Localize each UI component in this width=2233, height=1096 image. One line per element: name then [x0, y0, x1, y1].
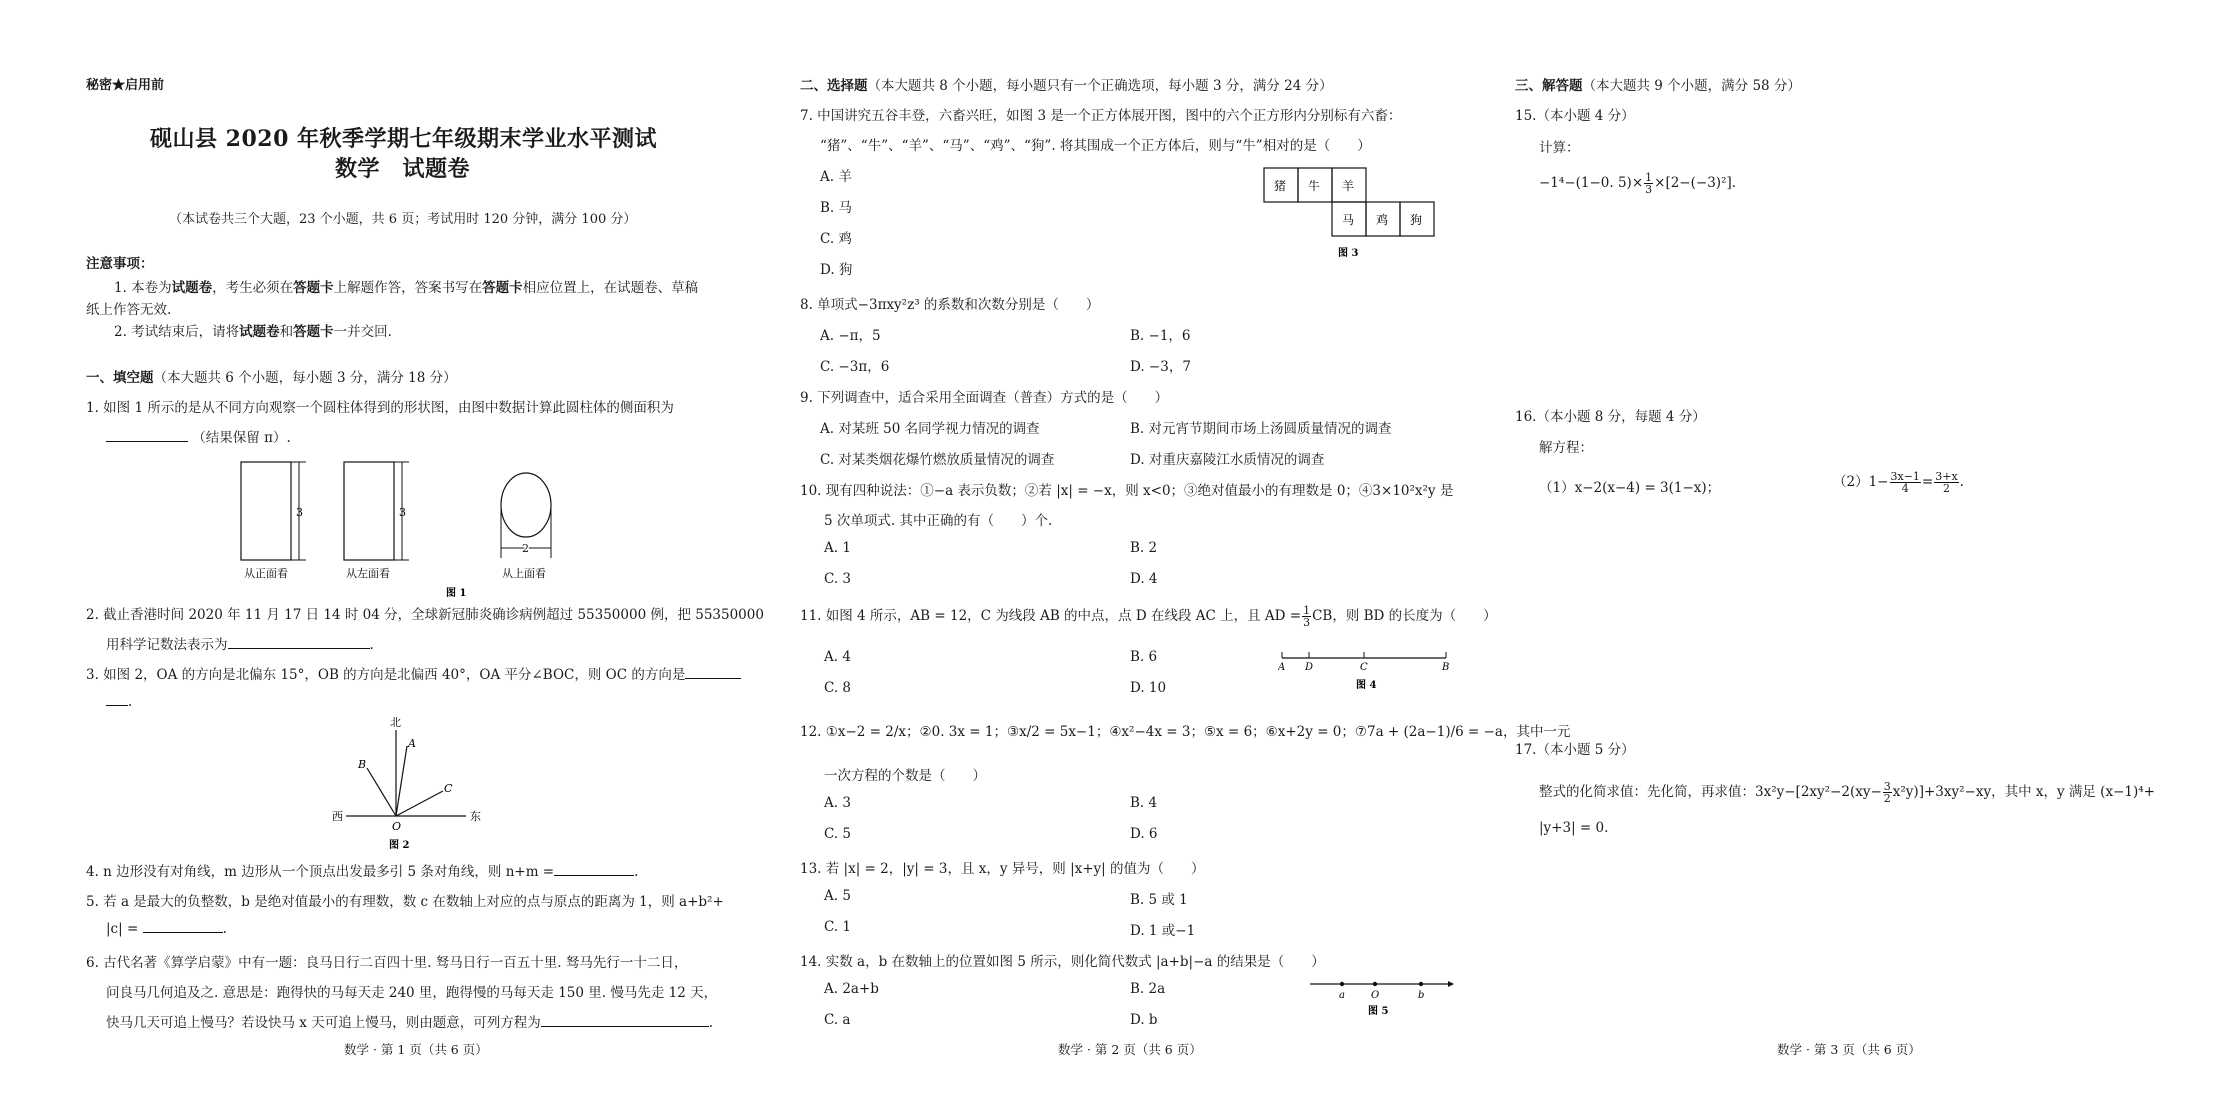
svg-text:3: 3	[296, 506, 303, 519]
answer-blank	[554, 863, 634, 876]
svg-text:C: C	[444, 782, 453, 795]
q14-option-c: C. a	[824, 1012, 851, 1028]
question-13: 13. 若 |x| = 2，|y| = 3，且 x，y 异号，则 |x+y| 的值为（ ）	[800, 861, 1205, 877]
exam-info: （本试卷共三个大题，23 个小题，共 6 页；考试用时 120 分钟，满分 100 分）	[169, 212, 637, 227]
exam-page-3	[1515, 0, 2215, 1096]
q10-option-a: A. 1	[824, 540, 851, 556]
svg-text:O: O	[1371, 990, 1380, 1001]
figure-4-segment	[1278, 646, 1458, 696]
question-5: 5. 若 a 是最大的负整数，b 是绝对值最小的有理数，数 c 在数轴上对应的点与原点的距离为 1，则 a+b²+	[86, 894, 724, 910]
q13-option-b: B. 5 或 1	[1130, 892, 1188, 908]
svg-text:猪: 猪	[1274, 179, 1287, 193]
q13-option-c: C. 1	[824, 919, 852, 935]
answer-blank	[685, 666, 741, 679]
svg-text:马: 马	[1342, 213, 1355, 227]
q7-option-a: A. 羊	[820, 169, 852, 185]
figure-2-compass	[316, 716, 516, 856]
answer-blank	[106, 429, 188, 442]
q7-option-c: C. 鸡	[820, 231, 852, 247]
question-10: 10. 现有四种说法：①−a 表示负数；②若 |x| = −x，则 x<0；③绝对值最小的有理数是 0；④3×10²x²y 是	[800, 483, 1454, 499]
svg-text:牛: 牛	[1308, 179, 1321, 193]
q10-option-b: B. 2	[1130, 540, 1158, 556]
question-8: 8. 单项式−3πxy²z³ 的系数和次数分别是（ ）	[800, 297, 1100, 313]
q7-option-b: B. 马	[820, 200, 853, 216]
svg-text:鸡: 鸡	[1376, 213, 1389, 227]
svg-text:A: A	[408, 737, 416, 750]
exam-title: 砚山县 2020 年秋季学期七年级期末学业水平测试	[150, 126, 658, 152]
q13-option-a: A. 5	[824, 888, 851, 904]
question-17-heading: 17.（本小题 5 分）	[1515, 742, 1635, 758]
svg-text:b: b	[1418, 990, 1425, 1001]
notice-item-1-cont: 纸上作答无效.	[86, 302, 172, 318]
question-16-part-2: （2）1− $\frac{3x-1}{4}$ = $\frac{3+x}{2}$ .	[1833, 470, 1964, 495]
exam-page-1	[86, 0, 764, 1096]
section3-heading: 三、解答题（本大题共 9 个小题，满分 58 分）	[1515, 78, 1801, 94]
q9-option-c: C. 对某类烟花爆竹燃放质量情况的调查	[820, 452, 1055, 468]
notice-item-2: 2. 考试结束后，请将试题卷和答题卡一并交回.	[114, 324, 392, 340]
q14-option-a: A. 2a+b	[824, 981, 879, 997]
svg-text:图 5: 图 5	[1368, 1006, 1389, 1017]
question-4: 4. n 边形没有对角线，m 边形从一个顶点出发最多引 5 条对角线，则 n+m = .	[86, 864, 639, 880]
question-1: 1. 如图 1 所示的是从不同方向观察一个圆柱体得到的形状图，由图中数据计算此圆柱体的侧面积为	[86, 400, 674, 416]
notice-item-1: 1. 本卷为试题卷，考生必须在答题卡上解题作答，答案书写在答题卡相应位置上，在试题卷、草稿	[114, 280, 699, 296]
figure-5-number-line	[1308, 974, 1458, 1024]
svg-text:图 4: 图 4	[1356, 680, 1377, 691]
question-15-expression: −1⁴−(1−0. 5)× $\frac{1}{3}$ ×[2−(−3)²].	[1539, 171, 1737, 196]
q8-option-b: B. −1，6	[1130, 328, 1191, 344]
notice-heading: 注意事项：	[86, 256, 154, 272]
question-15-instruction: 计算：	[1539, 140, 1580, 156]
question-6: 6. 古代名著《算学启蒙》中有一题：良马日行二百四十里. 驽马日行一百五十里. 驽马先行一十二日，	[86, 955, 688, 971]
q12-option-a: A. 3	[824, 795, 851, 811]
q8-option-c: C. −3π，6	[820, 359, 890, 375]
question-3-cont: .	[106, 693, 132, 710]
question-16-part-1: （1）x−2(x−4) = 3(1−x)；	[1539, 480, 1721, 496]
svg-text:D: D	[1305, 662, 1314, 673]
question-12: 12. ①x−2 = 2/x；②0. 3x = 1；③x/2 = 5x−1；④x²−4x = 3；⑤x = 6；⑥x+2y = 0；⑦7a + (2a−1)/6 = −a，其中一元	[800, 724, 1571, 740]
page-footer: 数学 · 第 3 页（共 6 页）	[1777, 1042, 1921, 1057]
question-6-cont2: 快马几天可追上慢马？若设快马 x 天可追上慢马，则由题意，可列方程为 .	[106, 1015, 713, 1031]
svg-text:羊: 羊	[1342, 179, 1355, 193]
svg-text:C: C	[1360, 662, 1368, 673]
q12-option-c: C. 5	[824, 826, 852, 842]
question-12-cont: 一次方程的个数是（ ）	[824, 768, 986, 784]
q14-option-b: B. 2a	[1130, 981, 1166, 997]
svg-text:O: O	[392, 820, 402, 833]
question-7-cont: “猪”、“牛”、“羊”、“马”、“鸡”、“狗”. 将其围成一个正方体后，则与“牛”相对的是（ ）	[820, 138, 1371, 154]
q11-option-a: A. 4	[824, 649, 851, 665]
figure-3-cube-net	[1262, 164, 1452, 264]
svg-text:a: a	[1339, 990, 1345, 1001]
q7-option-d: D. 狗	[820, 262, 853, 278]
answer-blank	[106, 693, 128, 706]
q11-option-b: B. 6	[1130, 649, 1158, 665]
q12-option-d: D. 6	[1130, 826, 1158, 842]
svg-text:从正面看: 从正面看	[244, 567, 288, 580]
question-17-expression: 整式的化简求值：先化简，再求值：3x²y−[2xy²−2(xy− $\frac{3}{2}$ x²y)]+3xy²−xy，其中 x，y 满足 (x−1)⁴+	[1539, 780, 2155, 805]
question-10-cont: 5 次单项式. 其中正确的有（ ）个.	[824, 513, 1053, 529]
svg-text:图 3: 图 3	[1338, 248, 1359, 259]
q12-option-b: B. 4	[1130, 795, 1158, 811]
question-3: 3. 如图 2，OA 的方向是北偏东 15°，OB 的方向是北偏西 40°，OA 平分∠BOC，则 OC 的方向是	[86, 663, 741, 683]
answer-blank	[541, 1014, 709, 1027]
q9-option-d: D. 对重庆嘉陵江水质情况的调查	[1130, 452, 1325, 468]
question-6-cont: 问良马几何追及之. 意思是：跑得快的马每天走 240 里，跑得慢的马每天走 150 里. 慢马先走 12 天，	[106, 985, 718, 1001]
q14-option-d: D. b	[1130, 1012, 1158, 1028]
question-7: 7. 中国讲究五谷丰登，六畜兴旺，如图 3 是一个正方体展开图，图中的六个正方形内分别标有六畜：	[800, 108, 1402, 124]
q9-option-b: B. 对元宵节期间市场上汤圆质量情况的调查	[1130, 421, 1392, 437]
secret-label: 秘密★启用前	[86, 78, 165, 93]
svg-text:图 2: 图 2	[389, 840, 410, 851]
question-16-instruction: 解方程：	[1539, 440, 1593, 456]
question-17-cont: |y+3| = 0.	[1539, 820, 1609, 836]
question-15-heading: 15.（本小题 4 分）	[1515, 108, 1635, 124]
svg-text:图 1: 图 1	[446, 588, 467, 599]
q8-option-d: D. −3，7	[1130, 359, 1191, 375]
svg-text:A: A	[1278, 662, 1286, 673]
question-16-heading: 16.（本小题 8 分，每题 4 分）	[1515, 409, 1706, 425]
q8-option-a: A. −π，5	[820, 328, 881, 344]
q10-option-d: D. 4	[1130, 571, 1158, 587]
question-2-cont: 用科学记数法表示为 .	[106, 637, 374, 653]
svg-text:北: 北	[390, 716, 401, 729]
exam-subject-title: 数学 试题卷	[335, 156, 471, 182]
svg-text:B: B	[358, 758, 367, 771]
q11-option-d: D. 10	[1130, 680, 1167, 696]
svg-text:东: 东	[470, 810, 481, 823]
svg-text:西: 西	[332, 810, 343, 823]
svg-text:从左面看: 从左面看	[346, 567, 390, 580]
answer-blank	[143, 920, 223, 933]
page-footer: 数学 · 第 2 页（共 6 页）	[1058, 1042, 1202, 1057]
question-9: 9. 下列调查中，适合采用全面调查（普查）方式的是（ ）	[800, 390, 1169, 406]
q13-option-d: D. 1 或−1	[1130, 923, 1196, 939]
svg-text:3: 3	[399, 506, 406, 519]
page-footer: 数学 · 第 1 页（共 6 页）	[344, 1042, 488, 1057]
svg-text:2: 2	[522, 542, 529, 555]
question-1-cont: （结果保留 π）.	[106, 426, 291, 446]
answer-blank	[228, 636, 370, 649]
q10-option-c: C. 3	[824, 571, 852, 587]
svg-text:狗: 狗	[1410, 213, 1423, 227]
section2-heading: 二、选择题（本大题共 8 个小题，每小题只有一个正确选项，每小题 3 分，满分 24 分）	[800, 78, 1333, 94]
question-5-cont: |c| = .	[106, 921, 227, 937]
question-11: 11. 如图 4 所示，AB = 12，C 为线段 AB 的中点，点 D 在线段 AC 上，且 AD = $\frac{1}{3}$ CB，则 BD 的长度为（ ）	[800, 604, 1497, 629]
q9-option-a: A. 对某班 50 名同学视力情况的调查	[820, 421, 1040, 437]
section1-heading: 一、填空题（本大题共 6 个小题，每小题 3 分，满分 18 分）	[86, 370, 457, 386]
q11-option-c: C. 8	[824, 680, 852, 696]
question-2: 2. 截止香港时间 2020 年 11 月 17 日 14 时 04 分，全球新冠肺炎确诊病例超过 55350000 例，把 55350000	[86, 607, 764, 623]
svg-text:B: B	[1442, 662, 1450, 673]
figure-1-cylinder-views	[226, 450, 686, 600]
question-14: 14. 实数 a，b 在数轴上的位置如图 5 所示，则化简代数式 |a+b|−a 的结果是（ ）	[800, 954, 1325, 970]
svg-text:从上面看: 从上面看	[502, 567, 546, 580]
